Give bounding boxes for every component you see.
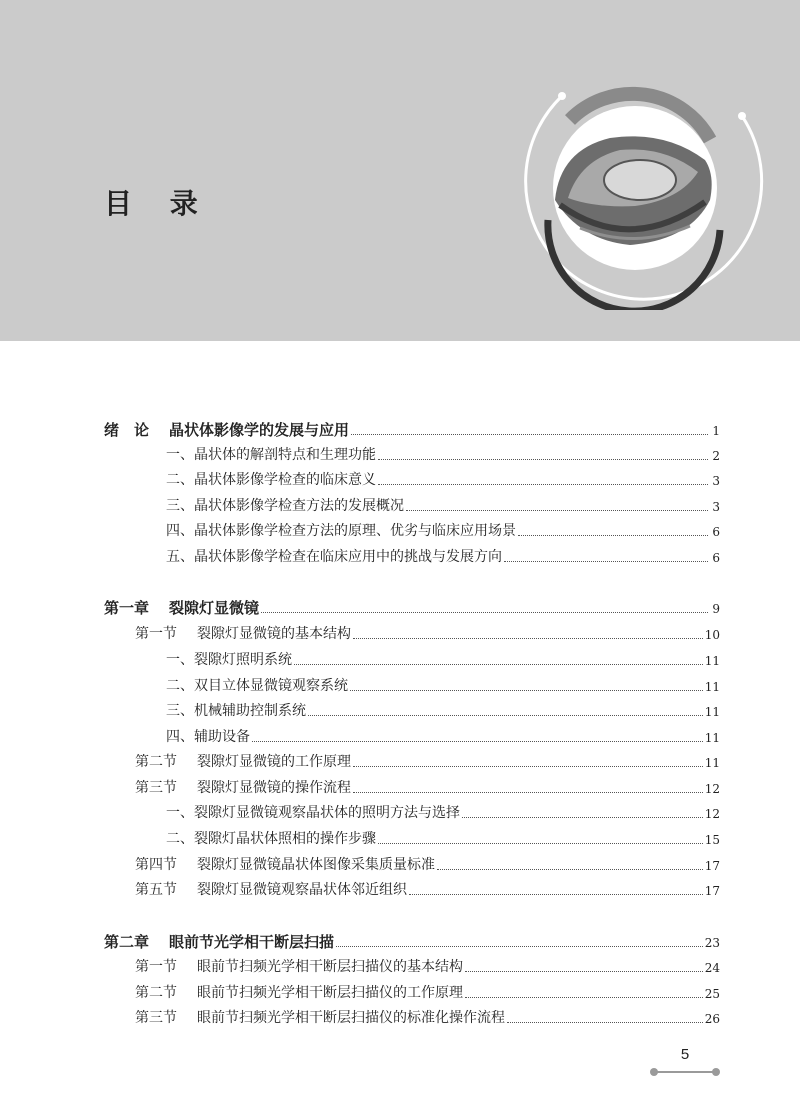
- toc-section-title: 裂隙灯显微镜晶状体图像采集质量标准: [197, 857, 435, 873]
- toc-item[interactable]: [166, 468, 720, 490]
- toc-page: 12: [704, 782, 720, 796]
- toc-page: 17: [704, 884, 720, 898]
- dot-leader: [353, 792, 703, 793]
- toc-intro-title: 晶状体影像学的发展与应用: [169, 421, 350, 439]
- toc-section-title: 裂隙灯显微镜的工作原理: [197, 754, 351, 770]
- toc-item-title: 二、晶状体影像学检查的临床意义: [166, 472, 376, 488]
- toc-chapter-1[interactable]: [104, 596, 720, 618]
- dot-leader: [350, 690, 703, 691]
- toc-item[interactable]: [166, 443, 720, 465]
- toc-section-num: 第三节: [135, 780, 177, 796]
- toc-section[interactable]: [135, 853, 720, 875]
- toc-intro-num: 绪 论: [104, 421, 150, 439]
- dot-leader: [507, 1022, 703, 1023]
- toc-page: 23: [704, 936, 720, 950]
- toc-item-title: 四、晶状体影像学检查方法的原理、优劣与临床应用场景: [166, 523, 516, 539]
- toc-section-num: 第二节: [135, 754, 177, 770]
- toc-section[interactable]: [135, 776, 720, 798]
- toc-chapter-title: 眼前节光学相干断层扫描: [169, 933, 335, 951]
- toc-item-title: 一、晶状体的解剖特点和生理功能: [166, 447, 376, 463]
- dot-leader: [378, 459, 708, 460]
- dot-leader: [308, 715, 703, 716]
- page-number-bar: [654, 1071, 716, 1073]
- toc-page: 6: [712, 525, 720, 539]
- page-number-dot: [712, 1068, 720, 1076]
- toc-item[interactable]: [166, 699, 720, 721]
- dot-leader: [437, 869, 703, 870]
- toc-page: 9: [712, 602, 720, 616]
- toc-item-title: 三、机械辅助控制系统: [166, 703, 306, 719]
- toc-page: 24: [704, 961, 720, 975]
- toc-page: 17: [704, 859, 720, 873]
- toc-item[interactable]: [166, 545, 720, 567]
- dot-leader: [465, 997, 703, 998]
- dot-leader: [465, 971, 703, 972]
- toc-item-title: 二、裂隙灯晶状体照相的操作步骤: [166, 831, 376, 847]
- toc-page: 6: [712, 551, 720, 565]
- dot-leader: [336, 946, 703, 947]
- toc-page: 25: [704, 987, 720, 1001]
- toc-item[interactable]: [166, 494, 720, 516]
- toc-section-title: 裂隙灯显微镜观察晶状体邻近组织: [197, 882, 407, 898]
- toc-section[interactable]: [135, 878, 720, 900]
- toc-item[interactable]: [166, 674, 720, 696]
- toc-chapter-num: 第二章: [104, 933, 150, 951]
- toc-page: 11: [704, 680, 720, 694]
- toc-page: 26: [704, 1012, 720, 1026]
- toc-item[interactable]: [166, 827, 720, 849]
- toc-section-num: 第三节: [135, 1010, 177, 1026]
- toc-section[interactable]: [135, 1006, 720, 1028]
- toc-section-title: 眼前节扫频光学相干断层扫描仪的标准化操作流程: [197, 1010, 505, 1026]
- toc-chapter-num: 第一章: [104, 599, 150, 617]
- toc-intro[interactable]: [104, 418, 720, 440]
- toc-section-num: 第二节: [135, 985, 177, 1001]
- toc-section[interactable]: [135, 622, 720, 644]
- toc-section[interactable]: [135, 955, 720, 977]
- page-number-dot: [650, 1068, 658, 1076]
- toc-item[interactable]: [166, 519, 720, 541]
- dot-leader: [252, 741, 703, 742]
- page-title: 目 录: [104, 187, 212, 220]
- toc-section-num: 第一节: [135, 626, 177, 642]
- toc-page: 3: [712, 500, 720, 514]
- dot-leader: [378, 484, 708, 485]
- toc-item-title: 一、裂隙灯显微镜观察晶状体的照明方法与选择: [166, 805, 460, 821]
- toc-section-num: 第五节: [135, 882, 177, 898]
- toc-item[interactable]: [166, 725, 720, 747]
- toc-section-title: 裂隙灯显微镜的基本结构: [197, 626, 351, 642]
- toc-page: 1: [712, 424, 720, 438]
- dot-leader: [462, 817, 703, 818]
- toc-chapter-title: 裂隙灯显微镜: [169, 599, 260, 617]
- toc-item[interactable]: [166, 648, 720, 670]
- toc-section-title: 眼前节扫频光学相干断层扫描仪的工作原理: [197, 985, 463, 1001]
- page-number: 5: [680, 1046, 690, 1063]
- toc-section-title: 裂隙灯显微镜的操作流程: [197, 780, 351, 796]
- toc-item-title: 五、晶状体影像学检查在临床应用中的挑战与发展方向: [166, 549, 502, 565]
- toc-item-title: 四、辅助设备: [166, 729, 250, 745]
- toc-page: 10: [704, 628, 720, 642]
- toc-item-title: 三、晶状体影像学检查方法的发展概况: [166, 498, 404, 514]
- dot-leader: [504, 561, 708, 562]
- toc-page: 11: [704, 705, 720, 719]
- toc-section[interactable]: [135, 981, 720, 1003]
- dot-leader: [351, 434, 708, 435]
- toc-page: 2: [712, 449, 720, 463]
- toc-page: 11: [704, 756, 720, 770]
- toc-page: 12: [704, 807, 720, 821]
- toc-chapter-2[interactable]: [104, 930, 720, 952]
- toc-page: 15: [704, 833, 720, 847]
- dot-leader: [353, 638, 703, 639]
- toc-item-title: 二、双目立体显微镜观察系统: [166, 678, 348, 694]
- dot-leader: [353, 766, 703, 767]
- dot-leader: [261, 612, 708, 613]
- toc-page: 11: [704, 654, 720, 668]
- toc-item-title: 一、裂隙灯照明系统: [166, 652, 292, 668]
- toc-item[interactable]: [166, 801, 720, 823]
- dot-leader: [378, 843, 703, 844]
- toc-section-num: 第一节: [135, 959, 177, 975]
- toc-page: 3: [712, 474, 720, 488]
- toc-page: 11: [704, 731, 720, 745]
- dot-leader: [406, 510, 708, 511]
- dot-leader: [294, 664, 703, 665]
- page-footer: [650, 1046, 720, 1080]
- dot-leader: [518, 535, 708, 536]
- dot-leader: [409, 894, 703, 895]
- toc-section-title: 眼前节扫频光学相干断层扫描仪的基本结构: [197, 959, 463, 975]
- toc-section-num: 第四节: [135, 857, 177, 873]
- toc-section[interactable]: [135, 750, 720, 772]
